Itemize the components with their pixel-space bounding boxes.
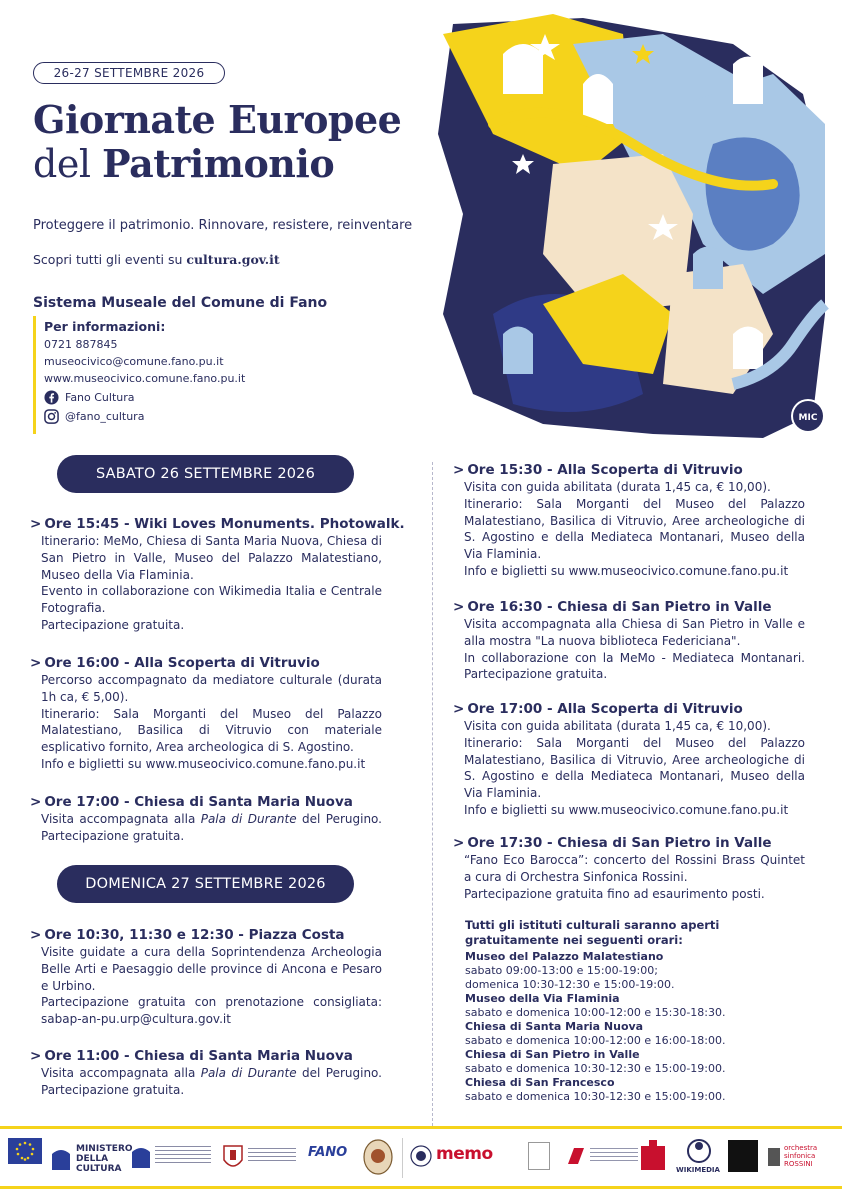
event-sun-1 [30,926,382,1028]
hours-place [465,1076,805,1104]
biblioteca-logo-icon [528,1142,550,1170]
place-hours: sabato e domenica 10:30-12:30 e 15:00-19:00. [465,1062,726,1075]
event-title: > Ore 11:00 - Chiesa di Santa Maria Nuova [30,1048,353,1064]
event-sat-3 [30,793,382,845]
event-title: > Ore 17:00 - Alla Scoperta di Vitruvio [453,701,743,717]
event-sat-1 [30,515,405,634]
facebook-row[interactable] [44,389,245,406]
fano-seal-icon [362,1138,394,1176]
memo-logo: memo [436,1144,493,1164]
fano-logo: FANO [308,1145,348,1160]
event-title: > Ore 16:30 - Chiesa di San Pietro in Valle [453,599,772,615]
hero-illustration [433,14,829,438]
place-name: Chiesa di San Pietro in Valle [465,1048,640,1061]
ministero-text: MINISTERO DELLA CULTURA [76,1144,133,1174]
partner-logos [0,1132,842,1184]
title-line-1: Giornate Europee [33,97,402,142]
event-title: > Ore 17:00 - Chiesa di Santa Maria Nuova [30,794,353,810]
opening-hours [465,918,805,1104]
place-name: Museo della Via Flaminia [465,992,620,1005]
footer-bottom-rule [0,1186,842,1189]
place-hours: sabato e domenica 10:00-12:00 e 15:30-18:30. [465,1006,726,1019]
column-divider [432,462,433,1126]
hours-place [465,1048,805,1076]
saturday-badge: SABATO 26 SETTEMBRE 2026 [57,455,354,493]
event-body: Visita con guida abilitata (durata 1,45 ca, € 10,00). Itinerario: Sala Morganti del Museo del Palazzo Malatestiano, Basilica di Vitruvio, Aree archeologiche di S. Agostino e della Mediateca Montanari, Museo della Via Flaminia. Info e biglietti su www.museocivico.comune.fano.pu.it [464,719,805,817]
facebook-label: Fano Cultura [65,391,135,404]
place-name: Chiesa di Santa Maria Nuova [465,1020,644,1033]
event-sat-4 [453,461,805,580]
subtitle: Proteggere il patrimonio. Rinnovare, resistere, reinventare [33,218,413,233]
event-body: Visita accompagnata alla Chiesa di San Pietro in Valle e alla mostra "La nuova biblioteca Federiciana". In collaborazione con la MeMo - Mediateca Montanari. Partecipazione gratuita. [464,617,805,682]
event-body: Visita accompagnata alla Pala di Durante del Perugino. Partecipazione gratuita. [41,812,382,843]
title-prefix: del [33,142,103,186]
mic-icon [50,1146,72,1172]
foundation-text-block [590,1148,638,1162]
website-link[interactable]: www.museocivico.comune.fano.pu.it [44,372,246,385]
soprintendenza-text-block [155,1146,211,1166]
place-hours: sabato 09:00-13:00 e 15:00-19:00; [465,964,658,977]
event-body: Visita con guida abilitata (durata 1,45 ca, € 10,00). Itinerario: Sala Morganti del Museo del Palazzo Malatestiano, Basilica di Vitruvio, Aree archeologiche di S. Agostino e della Mediateca Montanari, Museo della Via Flaminia. Info e biglietti su www.museocivico.comune.fano.pu.it [464,480,805,578]
event-sat-7 [453,834,805,902]
centrale-fotografia-logo-icon [728,1140,758,1172]
page-title [33,98,401,186]
place-name: Chiesa di San Francesco [465,1076,615,1089]
title-line-2 [33,142,401,186]
hours-place [465,1020,805,1048]
phone-number[interactable]: 0721 887845 [44,338,118,351]
facebook-icon [44,390,59,405]
event-sat-5 [453,598,805,683]
event-body: Visita accompagnata alla Pala di Durante del Perugino. Partecipazione gratuita. [41,1066,382,1097]
event-title: > Ore 15:45 - Wiki Loves Monuments. Photowalk. [30,516,405,532]
instagram-label: @fano_cultura [65,410,145,423]
sunday-badge: DOMENICA 27 SETTEMBRE 2026 [57,865,354,903]
orchestra-logo: orchestra sinfonica ROSSINI [784,1144,818,1168]
eu-flag-icon [8,1138,42,1168]
info-label: Per informazioni: [44,319,166,334]
hours-place [465,992,805,1020]
event-sun-2 [30,1047,382,1099]
comune-text-block [248,1148,296,1164]
opening-hours-intro: Tutti gli istituti culturali saranno aperti gratuitamente nei seguenti orari: [465,918,720,947]
discover-text: Scopri tutti gli eventi su [33,252,187,267]
place-hours: sabato e domenica 10:30-12:30 e 15:00-19:00. [465,1090,726,1103]
wikimedia-icon [686,1138,712,1164]
email-link[interactable]: museocivico@comune.fano.pu.it [44,355,224,368]
organization-name: Sistema Museale del Comune di Fano [33,295,328,311]
event-body: Itinerario: MeMo, Chiesa di Santa Maria Nuova, Chiesa di San Pietro in Valle, Museo del Palazzo Malatestiano, Museo della Via Flaminia. Evento in collaborazione con Wikimedia Italia e Centrale Fotografia. Partecipazione gratuita. [41,534,382,632]
orchestra-emblem-icon [766,1146,782,1168]
event-sat-2 [30,654,382,773]
place-hours: sabato e domenica 10:00-12:00 e 16:00-18:00. [465,1034,726,1047]
wikimedia-label: WIKIMEDIA [676,1166,720,1174]
carifano-logo-icon [640,1140,666,1172]
logo-separator [402,1138,403,1178]
info-accent-bar [33,316,36,434]
event-body: “Fano Eco Barocca”: concerto del Rossini Brass Quintet a cura di Orchestra Sinfonica Rossini. Partecipazione gratuita fino ad esaurimento posti. [464,853,805,901]
fano-crest-icon [222,1142,244,1172]
event-body: Percorso accompagnato da mediatore culturale (durata 1h ca, € 5,00). Itinerario: Sala Morganti del Museo del Palazzo Malatestiano, Basilica di Vitruvio con materiale esplicativo fornito, Area archeologica di S. Agostino. Info e biglietti su www.museocivico.comune.fano.pu.it [41,673,382,771]
event-body: Visite guidate a cura della Soprintendenza Archeologia Belle Arti e Paesaggio delle province di Ancona e Pesaro e Urbino. Partecipazione gratuita con prenotazione consigliata: sabap-an-pu.urp@cultura.gov.it [41,945,382,1027]
hero-mic-mark: MIC [798,413,818,423]
discover-line [33,252,280,267]
museo-emblem-icon [410,1144,432,1168]
instagram-row[interactable] [44,408,245,425]
date-badge: 26-27 SETTEMBRE 2026 [33,62,225,84]
event-title: > Ore 15:30 - Alla Scoperta di Vitruvio [453,462,743,478]
event-title: > Ore 16:00 - Alla Scoperta di Vitruvio [30,655,320,671]
ministero-cultura-logo [50,1142,133,1176]
event-sat-6 [453,700,805,819]
title-emphasis: Patrimonio [102,141,335,186]
place-name: Museo del Palazzo Malatestiano [465,950,664,963]
place-hours: domenica 10:30-12:30 e 15:00-19:00. [465,978,675,991]
event-title: > Ore 10:30, 11:30 e 12:30 - Piazza Costa [30,927,345,943]
instagram-icon [44,409,59,424]
footer-top-rule [0,1126,842,1129]
discover-link[interactable]: cultura.gov.it [186,252,280,267]
hours-place [465,950,805,992]
mic-soprintendenza-icon [130,1144,152,1170]
event-title: > Ore 17:30 - Chiesa di San Pietro in Valle [453,835,772,851]
foundation-logo-icon [566,1146,586,1166]
contact-info [44,318,245,425]
